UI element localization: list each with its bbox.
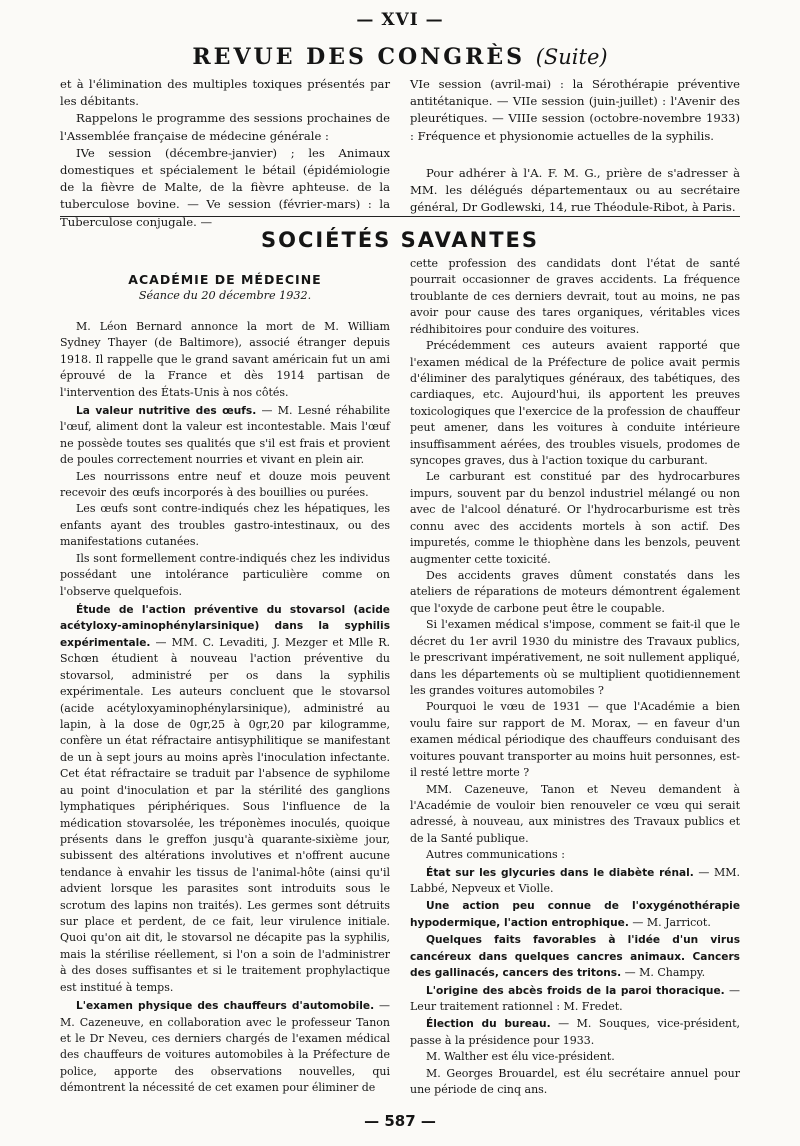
congres-right-column: [410, 76, 740, 216]
oeufs-paragraph-4: Ils sont formellement contre-indiqués chez les individus possédant une intolérance particulière comme on l'observe quelquefois.: [60, 551, 390, 598]
page-number: — 587 —: [364, 1112, 436, 1130]
seance-date: Séance du 20 décembre 1932.: [138, 289, 312, 303]
communication-1: [410, 865, 740, 898]
running-title-text: REVUE DES CONGRÈS: [192, 44, 526, 70]
chauffeurs-p6: Pourquoi le vœu de 1931 — que l'Académie a bien voulu faire sur rapport de M. Morax, — en faveur d'un examen médical périodique des chauffeurs conduisant des voitures pouvant transporter au moins huit personnes, est-il resté lettre morte ?: [410, 700, 740, 780]
section-divider: [60, 216, 740, 217]
academie-right-column: [410, 256, 740, 1099]
oeufs-paragraph: [60, 403, 390, 469]
chauffeurs-p4: Des accidents graves dûment constatés dans les ateliers de réparations de moteurs démontrent également que l'oxyde de carbone peut être le coupable.: [410, 569, 740, 615]
chauffeurs-p5: Si l'examen médical s'impose, comment se fait-il que le décret du 1er avril 1930 du ministre des Travaux publics, le prescrivant impérativement, ne soit nullement appliqué, dans les départements où se multiplient quotidiennement les grandes voitures automobiles ?: [410, 618, 740, 697]
autres-communications: Autres communications :: [426, 848, 565, 862]
communication-5-heading: Élection du bureau.: [426, 1018, 551, 1031]
chauffeurs-p3: Le carburant est constitué par des hydrocarbures impurs, souvent par du benzol industriel mélangé ou non avec de l'alcool dénaturé. Or l'hydrocarburisme est très connu avec des accidents mortels à son actif. Des impuretés, comme le thiophène dans les benzols, peuvent augmenter cette toxicité.: [410, 470, 740, 566]
section-title: SOCIÉTÉS SAVANTES: [260, 228, 540, 252]
chauffeurs-continued: cette profession des candidats dont l'état de santé pourrait occasionner de graves accidents. La fréquence troublante de ces derniers devrait, tout au moins, ne pas avoir pour cause des tares organiques, véritables vices rédhibitoires pour conduire des voitures.: [410, 257, 740, 336]
communication-1-body: — MM. Labbé, Nepveux et Violle.: [410, 865, 740, 896]
academy-title: ACADÉMIE DE MÉDECINE: [128, 272, 322, 287]
communication-4-body: — Leur traitement rationnel : M. Fredet.: [410, 983, 740, 1013]
communication-1-heading: État sur les glycuries dans le diabète rénal.: [426, 866, 694, 879]
congres-left-column: [60, 76, 390, 231]
congres-left-p1: et à l'élimination des multiples toxiques présentés par les débitants.: [60, 77, 390, 109]
obituary-paragraph: M. Léon Bernard annonce la mort de M. William Sydney Thayer (de Baltimore), associé étranger depuis 1918. Il rappelle que le grand savant américain fut un ami éprouvé de la France et dès 1914 partisan de l'intervention des États-Unis à nos côtés.: [60, 319, 390, 399]
communication-2-body: — M. Jarricot.: [628, 915, 711, 929]
running-title: [0, 44, 800, 70]
congres-right-p1: VIe session (avril-mai) : la Sérothérapie préventive antitétanique. — VIIe session (juin-juillet) : l'Avenir des pleurétiques. — VIIIe session (octobre-novembre 1933) : Fréquence et physionomie actuelles de la syphilis.: [410, 77, 740, 143]
communication-4-heading: L'origine des abcès froids de la paroi thoracique.: [426, 984, 725, 997]
academie-left-column: [60, 272, 390, 1097]
oeufs-paragraph-3: Les œufs sont contre-indiqués chez les hépatiques, les enfants ayant des troubles gastro-intestinaux, ou des manifestations cutanées.: [60, 502, 390, 549]
running-title-suite: (Suite): [535, 45, 608, 69]
chauffeurs-p2: Précédemment ces auteurs avaient rapporté que l'examen médical de la Préfecture de police avait permis d'éliminer des paralytiques généraux, des tabétiques, des cardiaques, etc. Aujourd'hui, ils apportent les preuves toxicologiques que l'exercice de la profession de chauffeur peut amener, dans les voitures à conduite intérieure insuffisamment aérées, des troubles visuels, prodomes de syncopes graves, dus à l'action toxique du carburant.: [410, 339, 740, 468]
roman-folio: — XVI —: [356, 10, 444, 30]
communication-7: M. Georges Brouardel, est élu secrétaire annuel pour une période de cinq ans.: [410, 1066, 740, 1097]
communication-5-body: — M. Souques, vice-président, passe à la présidence pour 1933.: [410, 1017, 740, 1047]
stovarsol-paragraph: [60, 602, 390, 996]
congres-right-p2: Pour adhérer à l'A. F. M. G., prière de s'adresser à MM. les délégués départementaux ou au secrétaire général, Dr Godlewski, 14, rue Théodule-Ribot, à Paris.: [410, 165, 740, 215]
oeufs-paragraph-2: Les nourrissons entre neuf et douze mois peuvent recevoir des œufs incorporés à des bouillies ou purées.: [60, 469, 390, 500]
communication-3: [410, 932, 740, 981]
congres-left-p3: IVe session (décembre-janvier) ; les Animaux domestiques et spécialement le bétail (épidémiologie de la fièvre de Malte, de la fièvre aphteuse. de la tuberculose bovine. — Ve session (février-mars) : la Tuberculose conjugale. —: [60, 145, 390, 229]
chauffeurs-heading: L'examen physique des chauffeurs d'automobile.: [76, 1000, 375, 1013]
communication-4: [410, 983, 740, 1016]
chauffeurs-body: — M. Cazeneuve, en collaboration avec le professeur Tanon et le Dr Neveu, ces derniers chargés de l'examen médical des chauffeurs de voitures automobiles à la Préfecture de police, apporte des observations nouvelles, qui démontrent la nécessité de cet examen pour éliminer de: [60, 999, 390, 1095]
communication-6: M. Walther est élu vice-président.: [426, 1050, 615, 1064]
chauffeurs-paragraph: [60, 998, 390, 1097]
congres-left-p2: Rappelons le programme des sessions prochaines de l'Assemblée française de médecine générale :: [60, 111, 390, 143]
communication-5: [410, 1016, 740, 1049]
stovarsol-heading: Étude de l'action préventive du stovarsol (acide acétyloxy-aminophénylarsinique) dans la syphilis expérimentale.: [60, 604, 390, 649]
oeufs-heading: La valeur nutritive des œufs.: [76, 404, 257, 417]
chauffeurs-p7: MM. Cazeneuve, Tanon et Neveu demandent à l'Académie de vouloir bien renouveler ce vœu qui serait adressé, à nouveau, aux ministres des Travaux publics et de la Santé publique.: [410, 782, 740, 845]
oeufs-body: — M. Lesné réhabilite l'œuf, aliment dont la valeur est incontestable. Mais l'œuf ne possède toutes ses qualités que s'il est frais et provient de poules correctement nourries et vivant en plein air.: [60, 403, 390, 467]
communication-3-heading: Quelques faits favorables à l'idée d'un virus cancéreux dans quelques cancres animaux. Cancers des gallinacés, cancers des tritons.: [410, 934, 740, 980]
stovarsol-body: — MM. C. Levaditi, J. Mezger et Mlle R. Schœn étudient à nouveau l'action préventive du stovarsol, administré per os dans la syphilis expérimentale. Les auteurs concluent que le stovarsol (acide acétyloxyaminophénylarsinique), administré au lapin, à la dose de 0gr,25 à 0gr,20 par kilogramme, confère un état réfractaire antisyphilitique se manifestant de un à sept jours au moins après l'inoculation infectante. Cet état réfractaire se traduit par l'absence de syphilome au point d'inoculation et par la stérilité des ganglions lymphatiques périphériques. Sous l'influence de la médication stovarsolée, les tréponèmes inoculés, quoique présents dans le greffon jusqu'à quarante-sixième jour, subissent des altérations involutives et n'offrent aucune tendance à envahir les tissus de l'animal-hôte (ainsi qu'il advient lorsque les parasites sont introduits sous le scrotum des lapins non traités). Les germes sont détruits sur place et perdent, de ce fait, leur virulence initiale. Quoi qu'on ait dit, le stovarsol ne décapite pas la syphilis, mais la stérilise réellement, si l'on a soin de l'administrer à des doses suffisantes et si le traitement prophylactique est institué à temps.: [60, 635, 390, 994]
communication-2: [410, 898, 740, 931]
communication-2-heading: Une action peu connue de l'oxygénothérapie hypodermique, l'action entrophique.: [410, 900, 740, 929]
communication-3-body: — M. Champy.: [621, 966, 706, 980]
